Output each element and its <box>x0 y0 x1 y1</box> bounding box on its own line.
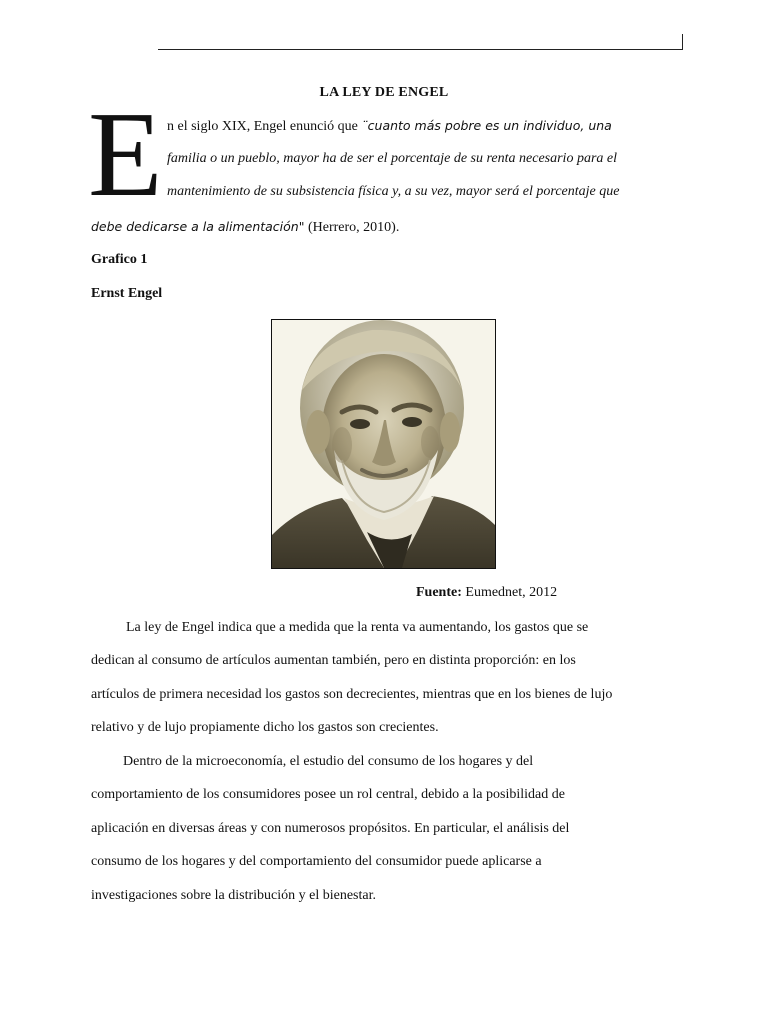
intro-line-2: familia o un pueblo, mayor ha de ser el porcentaje de su renta necesario para el <box>167 151 617 166</box>
paragraph1-line-4: relativo y de lujo propiamente dicho los gastos son crecientes. <box>91 720 439 735</box>
figure-source-label: Fuente: <box>416 585 462 600</box>
intro-line-1 <box>167 117 612 136</box>
paragraph2-line-4: consumo de los hogares y del comportamiento del consumidor puede aplicarse a <box>91 854 542 869</box>
paragraph1-line-1: La ley de Engel indica que a medida que la renta va aumentando, los gastos que se <box>126 620 589 635</box>
figure-label: Grafico 1 <box>91 252 148 267</box>
paragraph2-line-1: Dentro de la microeconomía, el estudio del consumo de los hogares y del <box>123 754 534 769</box>
paragraph2-line-3: aplicación en diversas áreas y con numerosos propósitos. En particular, el análisis del <box>91 821 570 836</box>
header-rule-tick <box>682 34 683 50</box>
paragraph2-line-2: comportamiento de los consumidores posee un rol central, debido a la posibilidad de <box>91 787 565 802</box>
ernst-engel-portrait <box>271 319 496 569</box>
page-title: LA LEY DE ENGEL <box>319 85 449 100</box>
figure-source-value: Eumednet, 2012 <box>461 585 558 600</box>
paragraph1-line-3: artículos de primera necesidad los gastos son decrecientes, mientras que en los bienes de lujo <box>91 687 613 702</box>
header-rule <box>158 49 682 50</box>
portrait-illustration <box>272 320 495 568</box>
intro-quote-start: ¨cuanto más pobre es un individuo, una <box>361 118 612 133</box>
figure-source <box>416 584 557 602</box>
paragraph2-line-5: investigaciones sobre la distribución y el bienestar. <box>91 888 376 903</box>
intro-line-3: mantenimiento de su subsistencia física y, a su vez, mayor será el porcentaje que <box>167 184 620 199</box>
figure-caption: Ernst Engel <box>91 286 163 301</box>
intro-line-4 <box>91 218 399 237</box>
intro-citation: (Herrero, 2010). <box>304 220 400 235</box>
intro-quote-end: debe dedicarse a la alimentación" <box>91 219 305 234</box>
intro-line-1-text: n el siglo XIX, Engel enunció que <box>167 119 362 134</box>
drop-cap: E <box>88 87 163 222</box>
paragraph1-line-2: dedican al consumo de artículos aumentan también, pero en distinta proporción: en los <box>91 653 576 668</box>
